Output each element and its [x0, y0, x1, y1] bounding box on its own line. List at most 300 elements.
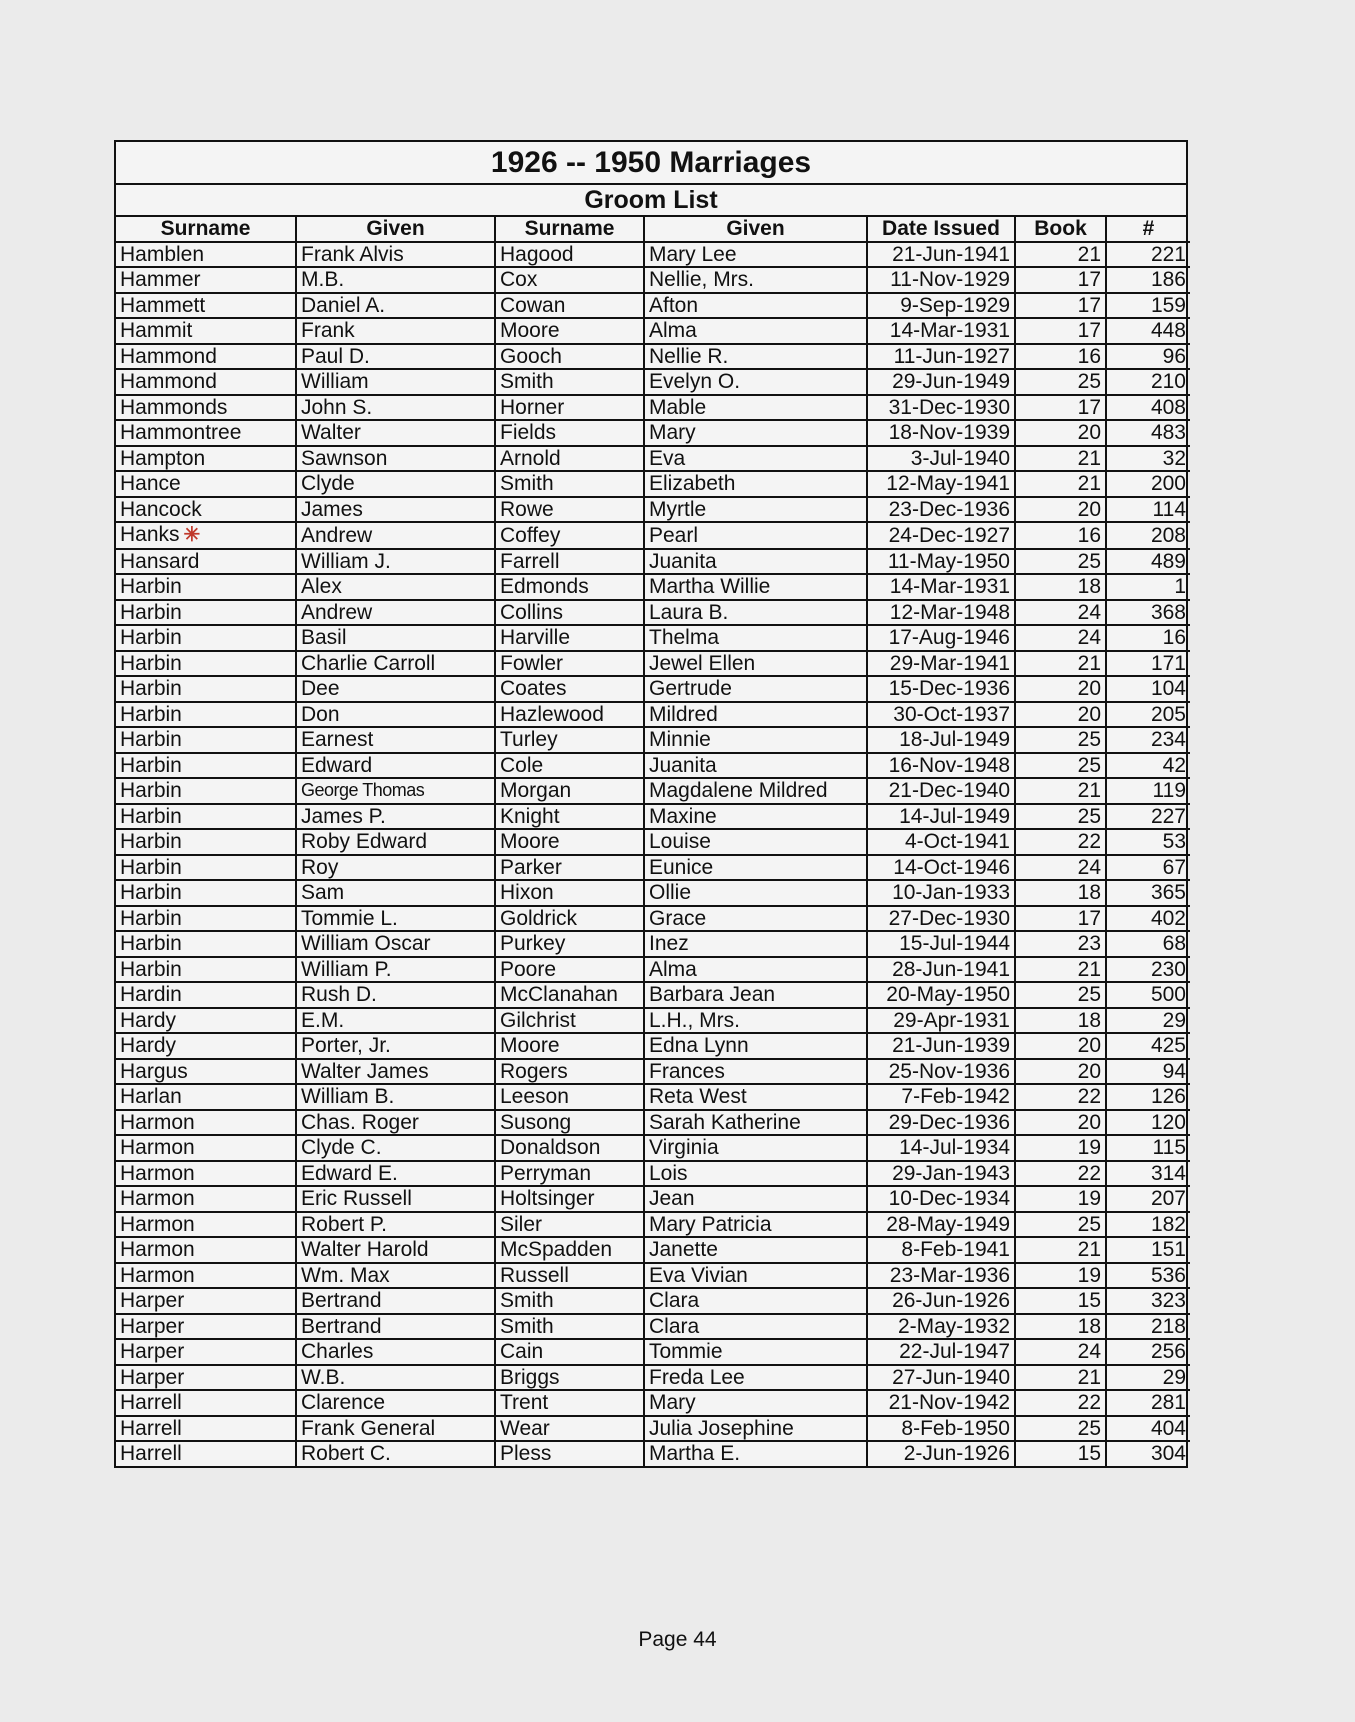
cell-text: 22: [1077, 830, 1101, 853]
table-row: [116, 1263, 1190, 1289]
cell-text: Frank General: [301, 1416, 436, 1440]
groom-given-cell: [296, 549, 495, 575]
bride-surname-cell: [495, 1365, 644, 1391]
cell-text: 67: [1162, 855, 1186, 879]
cell-text: Harbin: [120, 626, 182, 649]
cell-text: 22: [1077, 1085, 1101, 1108]
book-cell: [1015, 931, 1106, 957]
cell-text: Mary Patricia: [649, 1212, 772, 1236]
groom-given-cell: [296, 446, 495, 472]
groom-given-cell: [296, 727, 495, 753]
cell-text: Evelyn O.: [649, 370, 741, 393]
cell-text: 10-Jan-1933: [892, 881, 1010, 904]
groom-given-cell: [296, 293, 495, 319]
date-issued-cell: [867, 497, 1015, 523]
bride-given-cell: [644, 471, 867, 497]
cell-text: 186: [1150, 268, 1186, 291]
groom-surname-cell: [116, 778, 296, 804]
book-cell: [1015, 1263, 1106, 1289]
cell-text: Tommie: [649, 1340, 723, 1363]
cell-text: 14-Mar-1931: [889, 575, 1010, 598]
cell-text: Pearl: [649, 523, 699, 547]
groom-given-cell: [296, 931, 495, 957]
cell-text: 25: [1077, 983, 1101, 1006]
page-title: 1926 -- 1950 Marriages: [116, 142, 1186, 185]
cell-text: Dee: [301, 677, 340, 700]
cell-text: 10-Dec-1934: [888, 1187, 1010, 1210]
bride-given-cell: [644, 420, 867, 446]
cell-text: 21-Nov-1942: [888, 1391, 1010, 1414]
groom-given-cell: [296, 522, 495, 549]
cell-text: Clyde C.: [301, 1136, 382, 1159]
book-cell: [1015, 982, 1106, 1008]
cell-text: Tommie L.: [301, 906, 398, 930]
cell-text: 200: [1150, 472, 1186, 495]
bride-surname-cell: [495, 1135, 644, 1161]
cell-text: 3-Jul-1940: [910, 446, 1010, 470]
cell-text: Rowe: [500, 497, 554, 521]
date-issued-cell: [867, 267, 1015, 293]
bride-surname-cell: [495, 1288, 644, 1314]
bride-given-cell: [644, 600, 867, 626]
date-issued-cell: [867, 1161, 1015, 1187]
book-cell: [1015, 1339, 1106, 1365]
cell-text: 323: [1150, 1289, 1186, 1312]
cell-text: William: [301, 370, 369, 393]
record-number-cell: [1106, 1135, 1190, 1161]
cell-text: Edward: [301, 753, 373, 777]
bride-surname-cell: [495, 625, 644, 651]
cell-text: Hansard: [120, 549, 200, 573]
table-row: [116, 1033, 1190, 1059]
cell-text: Susong: [500, 1110, 572, 1134]
cell-text: Mary Lee: [649, 242, 737, 266]
cell-text: 16: [1077, 344, 1101, 368]
groom-surname-cell: [116, 471, 296, 497]
cell-text: 23-Dec-1936: [888, 497, 1010, 521]
cell-text: Fowler: [500, 651, 564, 675]
record-number-cell: [1106, 293, 1190, 319]
cell-text: Bertrand: [301, 1289, 382, 1312]
record-number-cell: [1106, 420, 1190, 446]
cell-text: Robert C.: [301, 1442, 391, 1465]
groom-surname-cell: [116, 1059, 296, 1085]
cell-text: 21: [1077, 1238, 1101, 1261]
cell-text: Harville: [500, 626, 571, 649]
bride-surname-cell: [495, 522, 644, 549]
bride-given-cell: [644, 344, 867, 370]
cell-text: Chas. Roger: [301, 1110, 419, 1134]
groom-given-cell: [296, 702, 495, 728]
date-issued-cell: [867, 625, 1015, 651]
bride-given-cell: [644, 1059, 867, 1085]
bride-given-cell: [644, 727, 867, 753]
groom-surname-cell: [116, 1161, 296, 1187]
book-cell: [1015, 1186, 1106, 1212]
cell-text: 17: [1077, 293, 1101, 317]
groom-given-cell: [296, 574, 495, 600]
bride-surname-cell: [495, 242, 644, 268]
cell-text: McSpadden: [500, 1238, 613, 1261]
groom-surname-cell: [116, 702, 296, 728]
cell-text: Harper: [120, 1365, 185, 1389]
cell-text: 20: [1077, 702, 1101, 726]
cell-text: 18-Jul-1949: [899, 728, 1010, 751]
record-number-cell: [1106, 957, 1190, 983]
cell-text: Russell: [500, 1263, 569, 1287]
table-row: [116, 1008, 1190, 1034]
bride-surname-cell: [495, 369, 644, 395]
groom-surname-cell: [116, 1441, 296, 1466]
groom-surname-cell: [116, 549, 296, 575]
cell-text: 22-Jul-1947: [899, 1340, 1010, 1363]
cell-text: Trent: [500, 1391, 549, 1414]
bride-surname-cell: [495, 446, 644, 472]
groom-given-cell: [296, 1033, 495, 1059]
cell-text: 53: [1162, 830, 1186, 853]
bride-given-cell: [644, 1212, 867, 1238]
bride-surname-cell: [495, 1263, 644, 1289]
table-row: [116, 1441, 1190, 1466]
groom-surname-cell: [116, 1084, 296, 1110]
book-cell: [1015, 1314, 1106, 1340]
cell-text: Hammontree: [120, 421, 242, 444]
cell-text: Maxine: [649, 804, 717, 828]
groom-surname-cell: [116, 1110, 296, 1136]
header-row: [116, 217, 1190, 242]
groom-given-cell: [296, 829, 495, 855]
date-issued-cell: [867, 1365, 1015, 1391]
cell-text: Hammond: [120, 370, 217, 393]
header-bride-given: Given: [644, 217, 867, 242]
table-row: [116, 549, 1190, 575]
record-number-cell: [1106, 395, 1190, 421]
cell-text: Purkey: [500, 932, 566, 955]
date-issued-cell: [867, 906, 1015, 932]
book-cell: [1015, 293, 1106, 319]
groom-surname-cell: [116, 829, 296, 855]
cell-text: Myrtle: [649, 497, 707, 521]
groom-given-cell: [296, 676, 495, 702]
bride-surname-cell: [495, 906, 644, 932]
book-cell: [1015, 880, 1106, 906]
cell-text: William P.: [301, 957, 392, 981]
cell-text: Virginia: [649, 1136, 719, 1159]
cell-text: 15: [1077, 1289, 1101, 1312]
book-cell: [1015, 446, 1106, 472]
record-number-cell: [1106, 600, 1190, 626]
bride-given-cell: [644, 318, 867, 344]
groom-surname-cell: [116, 1390, 296, 1416]
groom-surname-cell: [116, 1365, 296, 1391]
cell-text: Smith: [500, 1289, 554, 1312]
book-cell: [1015, 1441, 1106, 1466]
cell-text: Walter James: [301, 1059, 429, 1083]
bride-given-cell: [644, 1008, 867, 1034]
bride-given-cell: [644, 957, 867, 983]
cell-text: Cox: [500, 268, 538, 291]
cell-text: 29-Dec-1936: [888, 1110, 1010, 1134]
cell-text: M.B.: [301, 268, 345, 291]
date-issued-cell: [867, 1339, 1015, 1365]
cell-text: Harmon: [120, 1136, 195, 1159]
groom-given-cell: [296, 471, 495, 497]
cell-text: 227: [1150, 804, 1186, 828]
record-number-cell: [1106, 1416, 1190, 1442]
groom-surname-cell: [116, 522, 296, 549]
cell-text: Clara: [649, 1289, 700, 1312]
header-date-issued: Date Issued: [867, 217, 1015, 242]
record-number-cell: [1106, 676, 1190, 702]
cell-text: 119: [1152, 779, 1186, 802]
cell-text: William B.: [301, 1085, 395, 1108]
date-issued-cell: [867, 242, 1015, 268]
record-number-cell: [1106, 753, 1190, 779]
cell-text: 17: [1077, 268, 1101, 291]
groom-surname-cell: [116, 1008, 296, 1034]
cell-text: Hance: [120, 472, 181, 495]
bride-surname-cell: [495, 1059, 644, 1085]
cell-text: 281: [1150, 1391, 1186, 1414]
book-cell: [1015, 267, 1106, 293]
bride-surname-cell: [495, 727, 644, 753]
table-row: [116, 676, 1190, 702]
bride-surname-cell: [495, 1416, 644, 1442]
book-cell: [1015, 1135, 1106, 1161]
cell-text: Hammonds: [120, 395, 228, 419]
cell-text: 22: [1077, 1391, 1101, 1414]
bride-given-cell: [644, 1288, 867, 1314]
cell-text: Ollie: [649, 881, 692, 904]
table-row: [116, 804, 1190, 830]
bride-surname-cell: [495, 753, 644, 779]
table-row: [116, 293, 1190, 319]
groom-given-cell: [296, 1161, 495, 1187]
date-issued-cell: [867, 395, 1015, 421]
record-number-cell: [1106, 1084, 1190, 1110]
cell-text: Walter Harold: [301, 1238, 429, 1261]
cell-text: Hamblen: [120, 242, 205, 266]
bride-given-cell: [644, 676, 867, 702]
cell-text: Donaldson: [500, 1136, 601, 1159]
cell-text: 210: [1150, 370, 1186, 393]
cell-text: 24: [1077, 855, 1101, 879]
cell-text: 221: [1150, 242, 1186, 266]
cell-text: Harbin: [120, 957, 182, 981]
cell-text: Harmon: [120, 1212, 195, 1236]
cell-text: 25-Nov-1936: [888, 1059, 1010, 1083]
cell-text: 205: [1150, 702, 1186, 726]
record-number-cell: [1106, 829, 1190, 855]
cell-text: Jean: [649, 1187, 695, 1210]
cell-text: Pless: [500, 1442, 552, 1465]
groom-given-cell: [296, 600, 495, 626]
record-number-cell: [1106, 267, 1190, 293]
bride-given-cell: [644, 242, 867, 268]
cell-text: 19: [1077, 1136, 1101, 1159]
cell-text: William Oscar: [301, 932, 431, 955]
record-number-cell: [1106, 1339, 1190, 1365]
cell-text: 24-Dec-1927: [888, 523, 1010, 547]
book-cell: [1015, 1416, 1106, 1442]
cell-text: Porter, Jr.: [301, 1034, 391, 1057]
groom-surname-cell: [116, 1237, 296, 1263]
cell-text: 8-Feb-1950: [901, 1416, 1010, 1440]
cell-text: Morgan: [500, 779, 572, 802]
groom-surname-cell: [116, 651, 296, 677]
groom-given-cell: [296, 395, 495, 421]
groom-surname-cell: [116, 446, 296, 472]
cell-text: Moore: [500, 1034, 560, 1057]
list-subtitle: Groom List: [116, 185, 1186, 217]
cell-text: Hampton: [120, 446, 206, 470]
cell-text: Frank Alvis: [301, 242, 404, 266]
groom-surname-cell: [116, 267, 296, 293]
table-row: [116, 1237, 1190, 1263]
cell-text: 4-Oct-1941: [904, 830, 1010, 853]
cell-text: Clara: [649, 1314, 700, 1338]
groom-given-cell: [296, 753, 495, 779]
cell-text: 483: [1150, 421, 1186, 444]
cell-text: Don: [301, 702, 340, 726]
cell-text: Harlan: [120, 1085, 182, 1108]
cell-text: 11-May-1950: [887, 549, 1010, 573]
table-row: [116, 1135, 1190, 1161]
bride-given-cell: [644, 267, 867, 293]
cell-text: 16-Nov-1948: [888, 753, 1010, 777]
groom-surname-cell: [116, 880, 296, 906]
cell-text: 21: [1077, 651, 1101, 675]
cell-text: 32: [1162, 446, 1186, 470]
cell-text: 21: [1077, 957, 1101, 981]
table-row: [116, 318, 1190, 344]
cell-text: Moore: [500, 319, 560, 342]
cell-text: 230: [1150, 957, 1186, 981]
cell-text: Moore: [500, 830, 560, 853]
bride-given-cell: [644, 982, 867, 1008]
bride-given-cell: [644, 1161, 867, 1187]
cell-text: Cowan: [500, 293, 566, 317]
cell-text: 29-Jun-1949: [892, 370, 1010, 393]
record-number-cell: [1106, 446, 1190, 472]
date-issued-cell: [867, 1237, 1015, 1263]
cell-text: Briggs: [500, 1365, 560, 1389]
cell-text: Bertrand: [301, 1314, 382, 1338]
groom-surname-cell: [116, 395, 296, 421]
cell-text: Gilchrist: [500, 1008, 576, 1032]
groom-surname-cell: [116, 1033, 296, 1059]
cell-text: Reta West: [649, 1085, 747, 1108]
cell-text: 21: [1077, 472, 1101, 495]
cell-text: Hargus: [120, 1059, 188, 1083]
cell-text: Hammit: [120, 319, 193, 342]
date-issued-cell: [867, 549, 1015, 575]
cell-text: Hardin: [120, 983, 182, 1006]
date-issued-cell: [867, 471, 1015, 497]
book-cell: [1015, 625, 1106, 651]
cell-text: Eva Vivian: [649, 1263, 748, 1287]
cell-text: 16: [1162, 626, 1186, 649]
record-number-cell: [1106, 1365, 1190, 1391]
cell-text: 402: [1150, 906, 1186, 930]
table-row: [116, 906, 1190, 932]
cell-text: Walter: [301, 421, 361, 444]
groom-surname-cell: [116, 318, 296, 344]
groom-surname-cell: [116, 676, 296, 702]
cell-text: Barbara Jean: [649, 983, 776, 1006]
cell-text: Clyde: [301, 472, 355, 495]
header-bride-surname: Surname: [495, 217, 644, 242]
table-row: [116, 242, 1190, 268]
groom-surname-cell: [116, 982, 296, 1008]
table-row: [116, 395, 1190, 421]
cell-text: Janette: [649, 1238, 718, 1261]
groom-given-cell: [296, 420, 495, 446]
cell-text: 21-Jun-1939: [892, 1034, 1010, 1057]
groom-surname-cell: [116, 1212, 296, 1238]
groom-surname-cell: [116, 369, 296, 395]
date-issued-cell: [867, 982, 1015, 1008]
cell-text: Turley: [500, 728, 558, 751]
date-issued-cell: [867, 727, 1015, 753]
cell-text: 408: [1150, 395, 1186, 419]
table-row: [116, 753, 1190, 779]
bride-given-cell: [644, 778, 867, 804]
cell-text: 218: [1150, 1314, 1186, 1338]
cell-text: Harrell: [120, 1416, 182, 1440]
cell-text: W.B.: [301, 1365, 346, 1389]
cell-text: Mary: [649, 1391, 696, 1414]
cell-text: Harmon: [120, 1238, 195, 1261]
book-cell: [1015, 1084, 1106, 1110]
bride-surname-cell: [495, 497, 644, 523]
cell-text: Wear: [500, 1416, 550, 1440]
cell-text: James: [301, 497, 363, 521]
date-issued-cell: [867, 1008, 1015, 1034]
cell-text: 27-Dec-1930: [888, 906, 1010, 930]
groom-surname-cell: [116, 1186, 296, 1212]
table-row: [116, 778, 1190, 804]
cell-text: Smith: [500, 472, 554, 495]
book-cell: [1015, 804, 1106, 830]
cell-text: 28-May-1949: [886, 1212, 1010, 1236]
cell-text: Louise: [649, 830, 711, 853]
record-number-cell: [1106, 651, 1190, 677]
cell-text: Mildred: [649, 702, 718, 726]
bride-surname-cell: [495, 1314, 644, 1340]
cell-text: Cain: [500, 1340, 544, 1363]
date-issued-cell: [867, 651, 1015, 677]
table-row: [116, 625, 1190, 651]
cell-text: Juanita: [649, 753, 717, 777]
book-cell: [1015, 549, 1106, 575]
cell-text: Sam: [301, 881, 345, 904]
table-row: [116, 600, 1190, 626]
groom-surname-cell: [116, 1314, 296, 1340]
date-issued-cell: [867, 1135, 1015, 1161]
marriage-register-sheet: [114, 140, 1188, 1468]
groom-given-cell: [296, 1365, 495, 1391]
cell-text: Edmonds: [500, 575, 589, 598]
groom-given-cell: [296, 855, 495, 881]
cell-text: Hagood: [500, 242, 574, 266]
cell-text: McClanahan: [500, 983, 618, 1006]
bride-given-cell: [644, 1441, 867, 1466]
cell-text: Alma: [649, 319, 697, 342]
cell-text: Nellie R.: [649, 344, 729, 368]
bride-surname-cell: [495, 1441, 644, 1466]
bride-given-cell: [644, 1263, 867, 1289]
